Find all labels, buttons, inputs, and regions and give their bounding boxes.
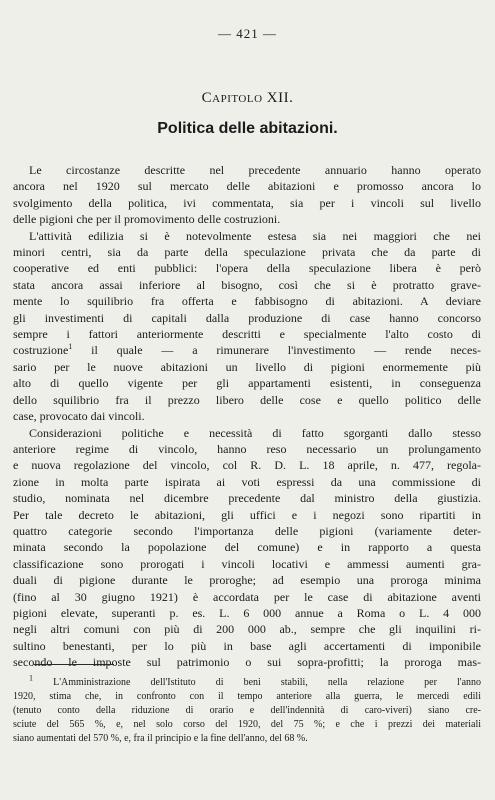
text-line: L'attività edilizia si è notevolmente estesa sia nei maggiori che nei bbox=[29, 228, 481, 243]
text-line: stata ancora assai inferiore al bisogno, così che si è protratto grave- bbox=[13, 277, 481, 292]
text-line: (fino al 30 giugno 1921) è accordata per le case di abitazione aventi bbox=[13, 589, 481, 604]
footnote-line: sciute del 565 %, e, nel solo corso del 1920, del 75 %; e che i prezzi dei materiali bbox=[13, 719, 481, 730]
paragraph-1 bbox=[13, 162, 481, 228]
footnote-line: (tenuto conto della riduzione di orario e dell'indennità di caro-viveri) siano cre- bbox=[13, 705, 481, 716]
text-line: zione in molta parte ispirata ai voti espressi da una commissione di bbox=[13, 474, 481, 489]
text-line: classificazione sono prorogati i vincoli locativi e ammessi aumenti gra- bbox=[13, 556, 481, 571]
text-line: minata secondo la popolazione del comune) e in rapporto a questa bbox=[13, 540, 481, 555]
text-line: pigioni elevate, superanti p. es. L. 6 000 annue a Roma o L. 4 000 bbox=[13, 605, 481, 620]
footnote-line: 1920, stima che, in confronto con il tempo anteriore alla guerra, le mercedi edili bbox=[13, 691, 481, 702]
text-line: Le circostanze descritte nel precedente annuario hanno operato bbox=[29, 163, 481, 177]
text-line: anteriore regime di vincolo, hanno reso necessario un prolungamento bbox=[13, 441, 481, 456]
text-line: minori centri, sia da parte della speculazione privata che da parte di bbox=[13, 245, 481, 260]
text-line: sultino benestanti, per lo più in base agli accertamenti di imponibile bbox=[13, 638, 481, 653]
text-line: cooperative ed enti pubblici: l'opera della speculazione libera è però bbox=[13, 261, 481, 276]
paragraph-3 bbox=[13, 425, 481, 671]
paragraph-2 bbox=[13, 228, 481, 425]
footnote-line: siano aumentati del 570 %, e, fra il principio e la fine dell'anno, del 68 %. bbox=[13, 733, 308, 744]
text-line: Considerazioni politiche e necessità di fatto sgorganti dallo stesso bbox=[29, 425, 481, 440]
text-line-with-footnote-ref bbox=[13, 342, 481, 358]
text-line: gli investimenti di capitali dalla produzione di case hanno concorso bbox=[13, 310, 481, 325]
footnote-marker: 1 bbox=[29, 673, 33, 683]
footnote bbox=[13, 673, 482, 746]
text-line: sempre i fattori anteriormente descritti e specialmente l'alto costo di bbox=[13, 327, 481, 342]
text-line: negli altri comuni con più di 200 000 ab., sempre che gli inquilini ri- bbox=[13, 622, 481, 637]
footnote-divider bbox=[34, 664, 114, 665]
text-line: Per tale decreto le abitazioni, gli uffici e i negozi sono ripartiti in bbox=[13, 507, 481, 522]
chapter-heading: Capitolo XII. bbox=[201, 90, 294, 106]
footnote-reference[interactable]: 1 bbox=[68, 342, 73, 352]
text-line: svolgimento della politica, ivi commentata, sia per i vincoli sul livello bbox=[13, 195, 481, 210]
text-line: studio, nominata nel dicembre precedente dal ministro della giustizia. bbox=[13, 491, 481, 506]
text-line: duali di pigione durante le proroghe; ad esempio una proroga minima bbox=[13, 573, 481, 588]
text-line: ancora nel 1920 sul mercato delle abitazioni e promosso ancora lo bbox=[13, 179, 481, 194]
text-fragment: il quale — a rimunerare l'investimento — rende neces- bbox=[72, 343, 481, 358]
text-line: alto di quello vigente per gli appartamenti esistenti, in conseguenza bbox=[13, 376, 481, 391]
text-line: e nuova regolazione del vincolo, col R. D. L. 18 aprile, n. 477, regola- bbox=[13, 458, 481, 473]
text-line: dello squilibrio fra il prezzo libero delle cose e quello politico delle bbox=[13, 392, 481, 407]
text-line: mente lo squilibrio fra offerta e fabbisogno di abitazioni. A deviare bbox=[13, 294, 481, 309]
text-line: quattro categorie secondo l'importanza delle pigioni (variamente deter- bbox=[13, 523, 481, 538]
page-number: — 421 — bbox=[218, 26, 277, 41]
text-line: delle pigioni che per il promovimento delle costruzioni. bbox=[13, 212, 281, 227]
text-line: case, provocato dai vincoli. bbox=[13, 409, 145, 424]
text-line: sario per le nuove abitazioni un livello di pigioni enormemente più bbox=[13, 359, 481, 374]
text-fragment: L'Amministrazione dell'Istituto di beni stabili, nella relazione per l'anno bbox=[53, 677, 482, 688]
text-fragment: costruzione bbox=[13, 343, 69, 358]
text-line: secondo le imposte sul patrimonio o sui sopra-profitti; la proroga mas- bbox=[13, 655, 481, 670]
footnote-line bbox=[13, 673, 482, 690]
body-text bbox=[13, 162, 481, 671]
chapter-title: Politica delle abitazioni. bbox=[157, 120, 338, 137]
